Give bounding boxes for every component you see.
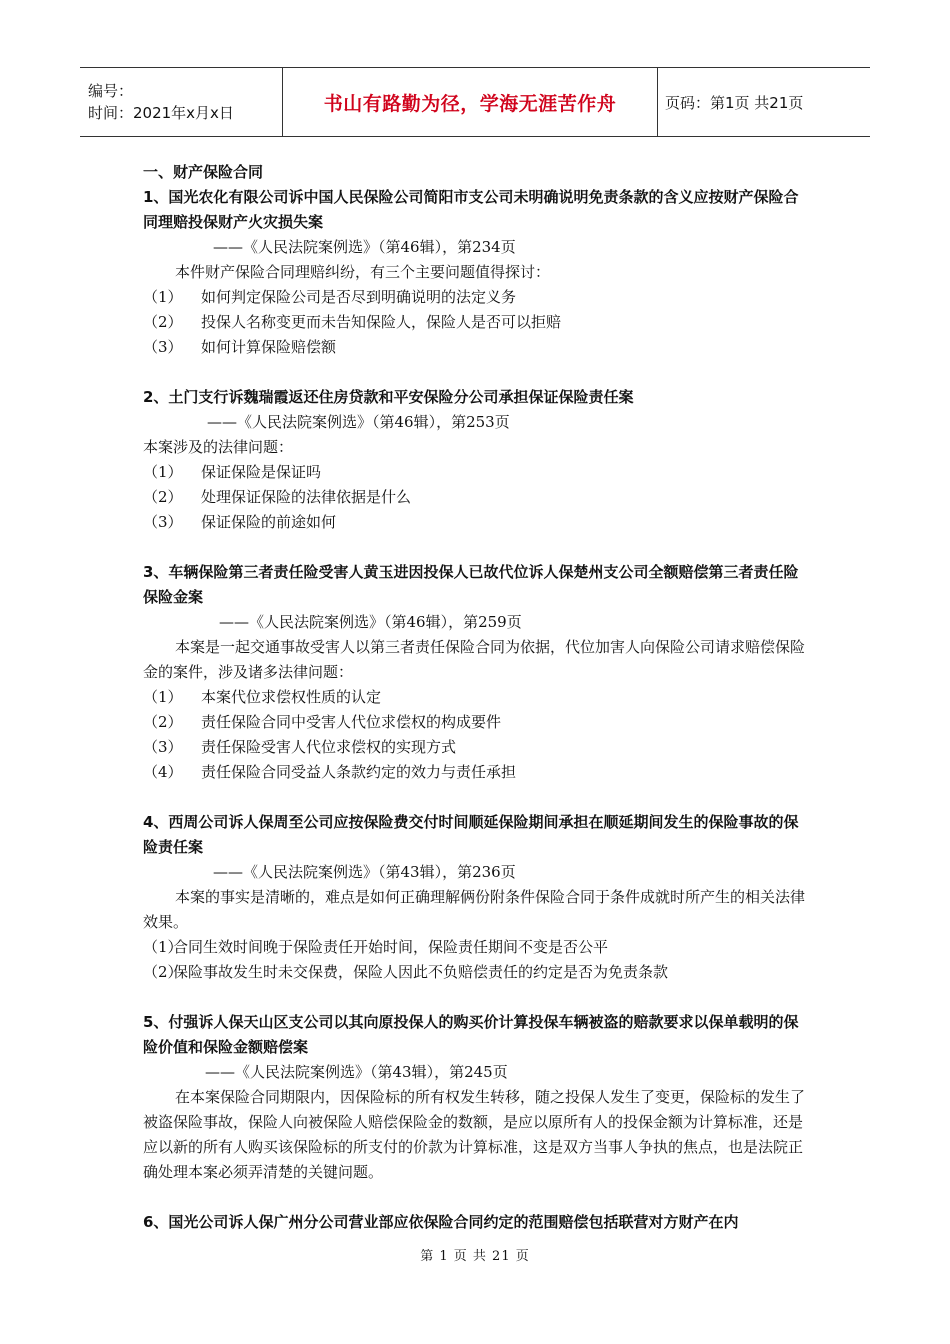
list-item-text: 责任保险合同中受害人代位求偿权的构成要件 [201, 713, 502, 731]
list-item-number: （2） [143, 488, 183, 506]
section-title: 一、财产保险合同 [143, 163, 264, 181]
case-title: 6、国光公司诉人保广州分公司营业部应依保险合同约定的范围赔偿包括联营对方财产在内 [143, 1213, 739, 1231]
list-item [143, 760, 811, 785]
list-item-number: （1） [143, 288, 183, 306]
list-item-text: 保证保险是保证吗 [201, 463, 322, 481]
list-item [143, 685, 811, 710]
list-item [143, 460, 811, 485]
header-meta [80, 68, 283, 136]
list-item-number: （3） [143, 513, 183, 531]
case-intro: 本件财产保险合同理赔纠纷，有三个主要问题值得探讨： [175, 263, 551, 281]
case-source: ——《人民法院案例选》（第46辑），第234页 [213, 238, 516, 256]
header-number: 编号： [88, 82, 134, 100]
list-item-number: （1） [143, 938, 183, 956]
case-source: ——《人民法院案例选》（第43辑），第245页 [205, 1063, 508, 1081]
document-body [143, 160, 811, 1235]
list-item-text: 责任保险合同受益人条款约定的效力与责任承担 [201, 763, 517, 781]
header-page-cell [658, 68, 870, 136]
case-intro: 本案是一起交通事故受害人以第三者责任保险合同为依据，代位加害人向保险公司请求赔偿保险金的案件，涉及诸多法律问题： [143, 638, 806, 681]
list-item [143, 935, 811, 960]
header-motto-cell [283, 68, 658, 136]
list-item-text: 处理保证保险的法律依据是什么 [201, 488, 412, 506]
list-item-text: 本案代位求偿权性质的认定 [201, 688, 382, 706]
case-intro: 在本案保险合同期限内，因保险标的所有权发生转移，随之投保人发生了变更，保险标的发生了被盗保险事故，保险人向被保险人赔偿保险金的数额，是应以原所有人的投保金额为计算标准，还是应以新的所有人购买该保险标的所支付的价款为计算标准，这是双方当事人争执的焦点，也是法院正确处理本案必须弄清楚的关键问题。 [143, 1088, 806, 1181]
list-item-text: 保证保险的前途如何 [201, 513, 337, 531]
list-item-number: （3） [143, 338, 183, 356]
case-title: 2、土门支行诉魏瑞霞返还住房贷款和平安保险分公司承担保证保险责任案 [143, 388, 634, 406]
list-item [143, 285, 811, 310]
header-motto: 书山有路勤为径，学海无涯苦作舟 [323, 92, 617, 115]
list-item-number: （3） [143, 738, 183, 756]
case-title: 3、车辆保险第三者责任险受害人黄玉进因投保人已故代位诉人保楚州支公司全额赔偿第三者责任险保险金案 [143, 563, 799, 606]
case-intro: 本案的事实是清晰的，难点是如何正确理解俩份附条件保险合同于条件成就时所产生的相关法律效果。 [143, 888, 806, 931]
list-item-text: 责任保险受害人代位求偿权的实现方式 [201, 738, 457, 756]
case-title: 1、国光农化有限公司诉中国人民保险公司简阳市支公司未明确说明免责条款的含义应按财产保险合同理赔投保财产火灾损失案 [143, 188, 799, 231]
list-item [143, 310, 811, 335]
case-source: ——《人民法院案例选》（第46辑），第259页 [219, 613, 522, 631]
list-item-number: （1） [143, 688, 183, 706]
case-title: 5、付强诉人保天山区支公司以其向原投保人的购买价计算投保车辆被盗的赔款要求以保单载明的保险价值和保险金额赔偿案 [143, 1013, 799, 1056]
list-item-text: 投保人名称变更而未告知保险人，保险人是否可以拒赔 [201, 313, 562, 331]
header-page-code: 页码：第1页 共21页 [665, 93, 804, 112]
list-item-text: 保险事故发生时未交保费，保险人因此不负赔偿责任的约定是否为免责条款 [173, 963, 669, 981]
list-item-number: （2） [143, 313, 183, 331]
list-item-number: （1） [143, 463, 183, 481]
list-item [143, 735, 811, 760]
list-item-text: 合同生效时间晚于保险责任开始时间，保险责任期间不变是否公平 [173, 938, 609, 956]
list-item-number: （4） [143, 763, 183, 781]
list-item [143, 510, 811, 535]
list-item [143, 710, 811, 735]
list-item-number: （2） [143, 963, 183, 981]
page-footer: 第 1 页 共 21 页 [420, 1249, 530, 1264]
case-source: ——《人民法院案例选》（第46辑），第253页 [207, 413, 510, 431]
list-item-text: 如何计算保险赔偿额 [201, 338, 337, 356]
list-item [143, 960, 811, 985]
case-source: ——《人民法院案例选》（第43辑），第236页 [213, 863, 516, 881]
list-item-number: （2） [143, 713, 183, 731]
header-time: 时间：2021年x月x日 [88, 104, 234, 122]
case-title: 4、西周公司诉人保周至公司应按保险费交付时间顺延保险期间承担在顺延期间发生的保险事故的保险责任案 [143, 813, 799, 856]
list-item [143, 485, 811, 510]
document-header [80, 67, 870, 137]
case-intro: 本案涉及的法律问题： [143, 438, 294, 456]
list-item-text: 如何判定保险公司是否尽到明确说明的法定义务 [201, 288, 517, 306]
list-item [143, 335, 811, 360]
